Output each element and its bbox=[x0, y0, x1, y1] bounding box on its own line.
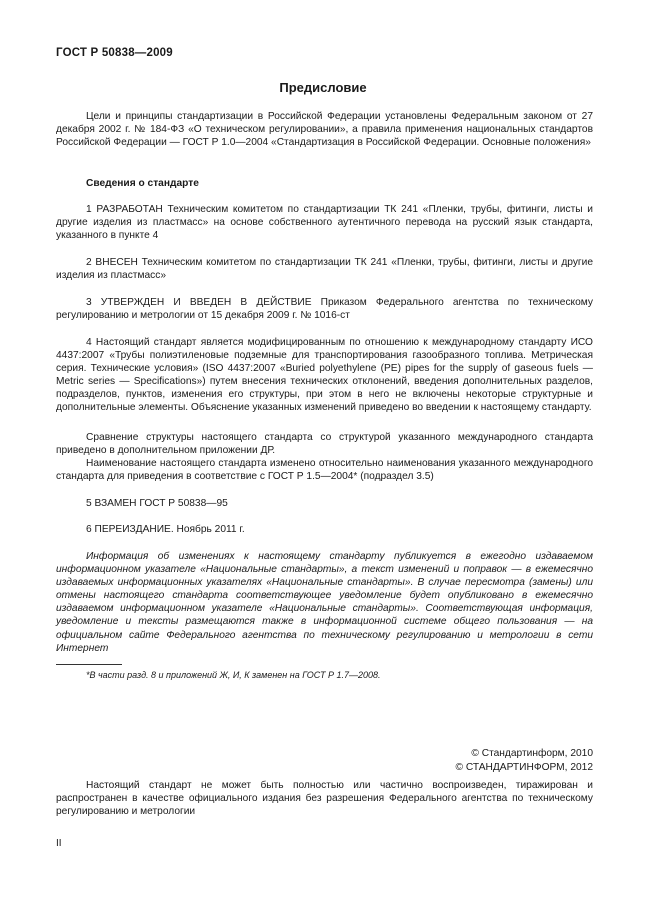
footnote-divider bbox=[56, 664, 122, 665]
footnote: *В части разд. 8 и приложений Ж, И, К заменен на ГОСТ Р 1.7—2008. bbox=[86, 670, 381, 680]
document-code-header: ГОСТ Р 50838—2009 bbox=[56, 47, 173, 59]
item-4-modification: 4 Настоящий стандарт является модифицированным по отношению к международному стандарту ИСО 4437:2007 «Трубы полиэтиленовые подземные для транспортирования газообразного топлива. Метрическая серия. Технические условия» (ISO 4437:2007 «Buried polyethylene (PE) pipes for the supply of gaseous fuels — Metric series — Specifications») путем внесения технических отклонений, введения дополнительных разделов, подразделов, пунктов, изменения его структуры, при этом в него не включены некоторые структурные и дополнительные элементы. Объяснение указанных изменений приведено во введении к настоящему стандарту. bbox=[56, 337, 593, 414]
copyright-2012: © СТАНДАРТИНФОРМ, 2012 bbox=[455, 762, 593, 773]
item-5-replaces: 5 ВЗАМЕН ГОСТ Р 50838—95 bbox=[86, 498, 228, 509]
item-6-reissue: 6 ПЕРЕИЗДАНИЕ. Ноябрь 2011 г. bbox=[86, 524, 245, 535]
copyright-2010: © Стандартинформ, 2010 bbox=[471, 748, 593, 759]
item-4-name-change: Наименование настоящего стандарта изменено относительно наименования указанного международного стандарта для приведения в соответствие с ГОСТ Р 1.5—2004* (подраздел 3.5) bbox=[56, 458, 593, 483]
page-title: Предисловие bbox=[279, 80, 367, 95]
intro-paragraph: Цели и принципы стандартизации в Российской Федерации установлены Федеральным законом от 27 декабря 2002 г. № 184-ФЗ «О техническом регулировании», а правила применения национальных стандартов Российской Федерации — ГОСТ Р 1.0—2004 «Стандартизация в Российской Федерации. Основные положения» bbox=[56, 111, 593, 149]
item-1-developed: 1 РАЗРАБОТАН Техническим комитетом по стандартизации ТК 241 «Пленки, трубы, фитинги, листы и другие изделия из пластмасс» на основе собственного аутентичного перевода на русский язык стандарта, указанного в пункте 4 bbox=[56, 204, 593, 242]
page-number: II bbox=[56, 838, 62, 849]
section-heading: Сведения о стандарте bbox=[86, 178, 199, 189]
item-2-submitted: 2 ВНЕСЕН Техническим комитетом по стандартизации ТК 241 «Пленки, трубы, фитинги, листы и другие изделия из пластмасс» bbox=[56, 257, 593, 282]
item-4-structure-comparison: Сравнение структуры настоящего стандарта со структурой указанного международного стандарта приведено в дополнительном приложении ДР. bbox=[56, 432, 593, 457]
info-note-paragraph: Информация об изменениях к настоящему стандарту публикуется в ежегодно издаваемом информационном указателе «Национальные стандарты», а текст изменений и поправок — в ежемесячно издаваемых информационных указателях «Национальные стандарты». В случае пересмотра (замены) или отмены настоящего стандарта соответствующее уведомление будет опубликовано в ежемесячно издаваемом информационном указателе «Национальные стандарты». Соответствующая информация, уведомление и тексты размещаются также в информационной системе общего пользования — на официальном сайте Федерального агентства по техническому регулированию и метрологии в сети Интернет bbox=[56, 551, 593, 654]
legal-notice: Настоящий стандарт не может быть полностью или частично воспроизведен, тиражирован и распространен в качестве официального издания без разрешения Федерального агентства по техническому регулированию и метрологии bbox=[56, 780, 593, 818]
item-3-approved: 3 УТВЕРЖДЕН И ВВЕДЕН В ДЕЙСТВИЕ Приказом Федерального агентства по техническому регулированию и метрологии от 15 декабря 2009 г. № 1016-ст bbox=[56, 297, 593, 322]
